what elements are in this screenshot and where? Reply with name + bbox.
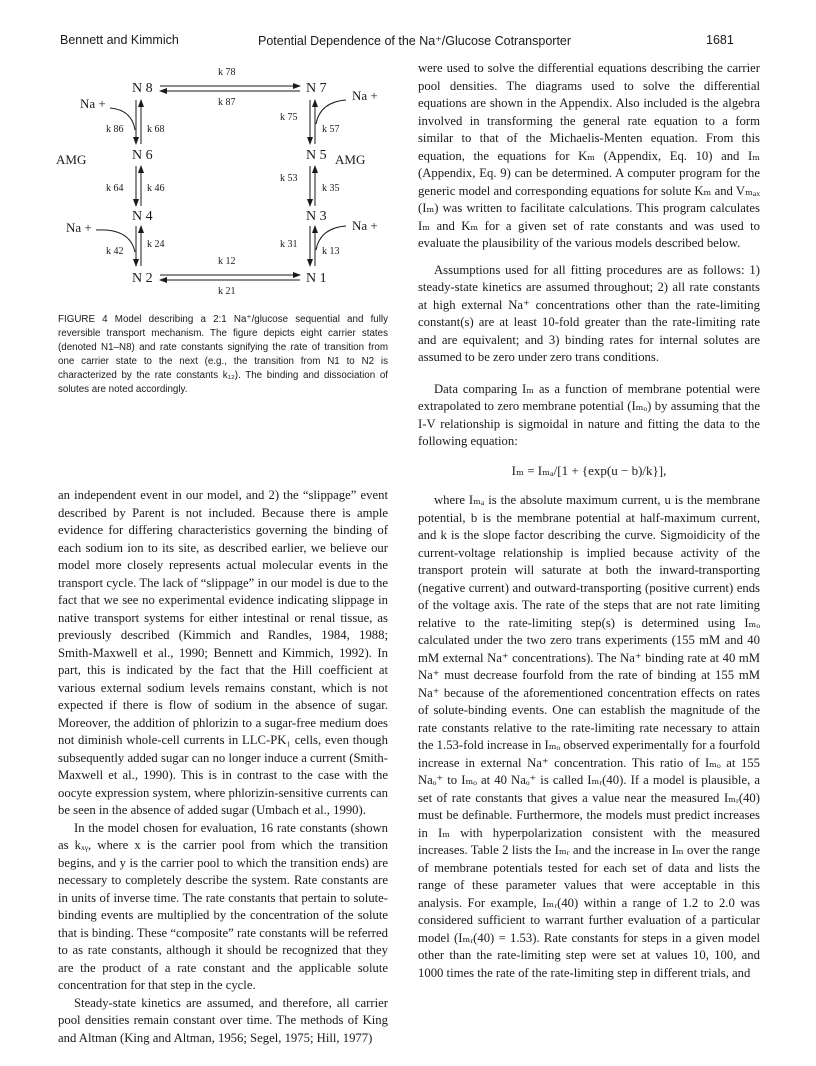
paragraph-left-2: In the model chosen for evaluation, 16 rate constants (shown as kₓᵧ, where x is the carrier pool from which the transition begins, and y is the carrier pool to which the transition ends) are necessary to completely describe the system. Rate constants are in units of inverse time. The rate constants that pertain to solute-binding events are multiplied by the concentration of the solute that is binding. These “composite” rate constants will be referred to as rate constants, although it should be recognized that they are the product of a rate constant and the applicable solute concentration for that step in the cycle. (58, 820, 388, 992)
left-column (58, 487, 388, 1047)
header-authors: Bennett and Kimmich (60, 33, 179, 47)
label-na-top-left: Na + (80, 96, 106, 111)
na-binding-curve-right-top (316, 100, 346, 124)
rate-k42: k 42 (106, 246, 124, 257)
rate-k46: k 46 (147, 183, 165, 194)
label-na-bottom-right: Na + (352, 218, 378, 233)
figure-4-diagram (50, 60, 390, 310)
node-n6: N 6 (132, 148, 153, 163)
rate-k64: k 64 (106, 183, 124, 194)
label-na-top-right: Na + (352, 88, 378, 103)
rate-k78: k 78 (218, 67, 236, 78)
im-equation: Iₘ = Iₘₐ/[1 + {exp(u − b)/k}], (511, 462, 667, 478)
rate-k21: k 21 (218, 286, 236, 297)
node-n4: N 4 (132, 209, 153, 224)
right-column (418, 60, 760, 982)
rate-k13: k 13 (322, 246, 340, 257)
rate-k35: k 35 (322, 183, 340, 194)
rate-k87: k 87 (218, 97, 236, 108)
node-n1: N 1 (306, 271, 327, 286)
node-n7: N 7 (306, 81, 327, 96)
rate-k24: k 24 (147, 239, 165, 250)
rate-k86: k 86 (106, 124, 124, 135)
transport-model-svg (50, 60, 390, 310)
paragraph-right-4: where Iₘₐ is the absolute maximum current, u is the membrane potential, b is the membrane potential at half-maximum current, and k is the slope factor describing the curve. Sigmoidicity of the current-voltage relationship is implied because activity of the transport protein will saturate at both the inward-transporting (negative current) and outward-transporting (positive current) ends of the voltage axis. The rate of the steps that are not rate limiting relative to the rate-limiting step(s) is determined using Iₘₒ calculated under the two zero trans experiments (155 mM and 40 mM external Na⁺ concentrations). The Na⁺ binding rate at 40 mM Na⁺ must decrease fourfold from the rate of binding at 155 mM Na⁺ because of the aforementioned concentration effects on rates of solute-binding events. One can establish the magnitude of the rate constants relative to the rate-limiting rate necessary to attain the 1.53-fold increase in Iₘₒ observed experimentally for a fourfold increase in external Na⁺ concentration. This ratio of Iₘₒ at 155 Naₒ⁺ to Iₘₒ at 40 Naₒ⁺ is called Iₘᵣ(40). If a model is plausible, a set of rate constants that gives a value near the measured Iₘᵣ(40) must be definable. Furthermore, the models must predict increases in Iₘ with hyperpolarization consistent with the measured increases. Table 2 lists the Iₘᵣ and the increase in Iₘ over the range of membrane potentials tested for each set of data and lists the range of these parameter values that were acceptable in this analysis. For example, Iₘᵣ(40) within a range of 1.2 to 2.0 was considered sufficient to warrant further evaluation of a particular model (Iₘᵣ(40) = 1.53). Rate constants for steps in a given model other than the rate-limiting step were set at values 10, 100, and 1000 times the rate of the rate-limiting step in different trials, and (418, 493, 760, 980)
paragraph-right-2: Assumptions used for all fitting procedures are as follows: 1) steady-state kinetics are assumed throughout; 2) all rate constants at high external Na⁺ concentrations other than the rate-limiting constant(s) are at least 10-fold greater than the rate-limiting rate and are equivalent; and 3) binding rates for internal solutes are assumed to be zero under zero trans conditions. (418, 262, 760, 364)
running-header (0, 0, 816, 56)
rate-k75: k 75 (280, 112, 298, 123)
header-title: Potential Dependence of the Na⁺/Glucose Cotransporter (258, 34, 572, 48)
label-amg-right: AMG (335, 152, 366, 167)
rate-k31: k 31 (280, 239, 298, 250)
paragraph-right-3: Data comparing Iₘ as a function of membrane potential were extrapolated to zero membrane potential (Iₘₒ) by assuming that the I-V relationship is sigmoidal in nature and fitting the data to the following equation: (418, 381, 760, 448)
node-n5: N 5 (306, 148, 327, 163)
figure-caption: FIGURE 4 Model describing a 2:1 Na⁺/glucose sequential and fully reversible transport mechanism. The figure depicts eight carrier states (denoted N1–N8) and rate constants signifying the rate of transition from one carrier state to the next (e.g., the transition from N1 to N2 is characterized by the rate constants k₁₂). The binding and dissociation of solutes are noted accordingly. (58, 314, 388, 395)
paragraph-left-3: Steady-state kinetics are assumed, and therefore, all carrier pool densities remain constant over time. The methods of King and Altman (King and Altman, 1956; Segel, 1975; Hill, 1977) (58, 995, 388, 1045)
rate-k53: k 53 (280, 173, 298, 184)
label-na-bottom-left: Na + (66, 220, 92, 235)
paragraph-right-1: were used to solve the differential equations describing the carrier pool densities. The diagrams used to solve the differential equations are shown in the Appendix. Also included is the algebra involved in transforming the general rate equation to a form similar to that of the Michaelis-Menten equation. From this equation, the equations for Kₘ (Appendix, Eq. 10) and Iₘ (Appendix, Eq. 9) can be determined. A computer program for the generic model and corresponding equations for solute Kₘ and Vₘₐₓ (Iₘ) was written to facilitate calculations. This program calculates Iₘ and Kₘ for a given set of rate constants and was used to evaluate the plausibility of the various models described below. (418, 61, 760, 250)
rate-k68: k 68 (147, 124, 165, 135)
node-n2: N 2 (132, 271, 153, 286)
page-number: 1681 (706, 33, 734, 47)
label-amg-left: AMG (56, 152, 87, 167)
rate-k12: k 12 (218, 256, 236, 267)
node-n8: N 8 (132, 81, 153, 96)
paragraph-left-1: an independent event in our model, and 2) the “slippage” event described by Parent is not included. Because there is ample evidence for differing characteristics governing the binding of each sodium ion to its site, as described earlier, we believe our model more closely represents actual molecular events in the transport cycle. The lack of “slippage” in our model is due to the fact that we see no experimental evidence indicating slippage in native transport systems for either intestinal or renal tissue, as previously described (Kimmich and Randles, 1984, 1988; Smith-Maxwell et al., 1990; Bennett and Kimmich, 1992). In part, this is indicated by the fact that the Hill coefficient at various external sodium levels remains constant, which is not expected if there is flow of sodium in the absence of sugar. Moreover, the addition of phlorizin to a sugar-free medium does not diminish whole-cell currents in LLC-PK₁ cells, even though subsequently added sugar can no longer induce a current (Smith-Maxwell et al., 1990). This is in contrast to the case with the oocyte expression system, where phlorizin-sensitive currents can be seen in the absence of added sugar (Umbach et al., 1990). (58, 488, 388, 817)
node-n3: N 3 (306, 209, 327, 224)
rate-k57: k 57 (322, 124, 340, 135)
